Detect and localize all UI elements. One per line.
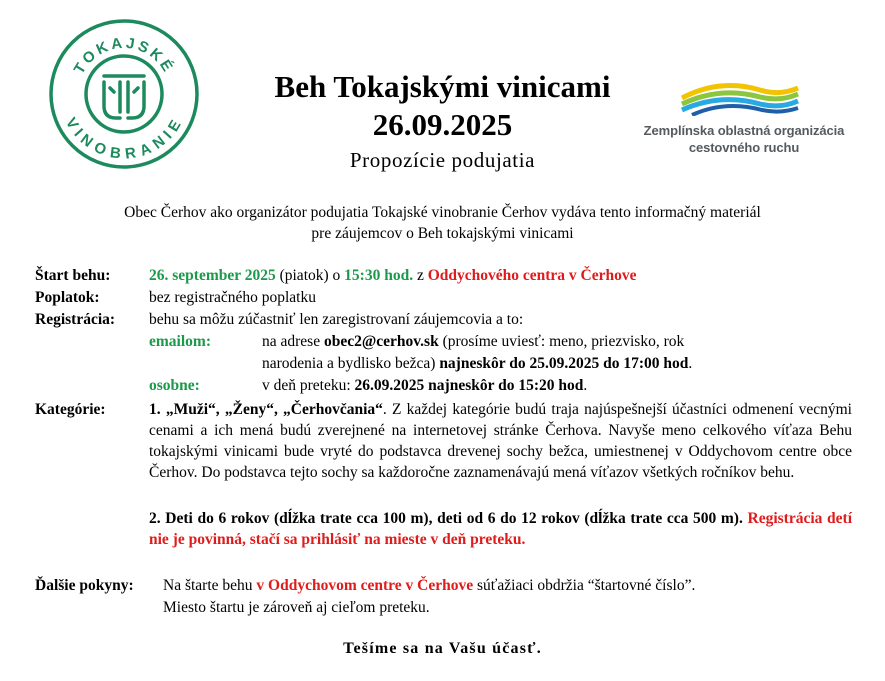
email-prefix: na adrese [262,333,324,350]
vinobranie-emblem-icon [48,18,200,170]
title-line2: 26.09.2025 [372,107,513,142]
start-place: Oddychového centra v Čerhove [427,267,637,284]
start-value [149,265,637,286]
personal-end: . [583,377,588,394]
intro-line2: pre záujemcov o Beh tokajskými vinicami [311,225,574,242]
categories-label: Kategórie: [35,401,106,418]
personal-deadline: 26.09.2025 najneskôr do 15:20 hod [354,377,584,394]
categories-p1 [149,399,852,483]
intro-line1: Obec Čerhov ako organizátor podujatia Tokajské vinobranie Čerhov vydáva tento informačný materiál [124,204,761,221]
registration-label: Registrácia: [35,311,116,328]
email-line2-pre: narodenia a bydlisko bežca) [262,355,440,372]
fee-value: bez registračného poplatku [149,289,316,306]
children-note: Registrácia detí nie je povinná, stačí sa prihlásiť na mieste v deň preteku. [149,510,853,548]
zoc-line1: Zemplínska oblastná organizácia [643,123,845,138]
page-subtitle: Propozície podujatia [349,148,536,172]
personal-label: osobne: [149,377,200,394]
start-time: 15:30 hod. [344,267,414,284]
categories-p1-text: . Z každej kategórie budú traja najúspešnejší účastníci odmenení vecnými cenami a ich mená budú zverejnené na internetovej stránke Čerhova. [149,401,852,439]
categories-p1-text2: Navyše meno celkového víťaza Behu tokajskými vinicami bude vryté do podstavca drevenej sochy bežca, umiestnenej v Oddychovom centre obce Čerhov. Do podstavca tejto sochy sa každoročne zaznamenávajú mená víťazov všetkých ročníkov behu. [149,422,852,481]
email-deadline: najneskôr do 25.09.2025 do 17:00 hod [439,355,689,372]
email-label: emailom: [149,333,211,350]
waves-icon [680,80,800,116]
further-line1 [163,575,695,596]
intro-paragraph [30,202,855,244]
email-line2 [262,353,692,374]
further-pre: Na štarte behu [163,577,257,594]
personal-prefix: v deň preteku: [262,377,355,394]
closing-text: Tešíme sa na Vašu účasť. [343,640,542,657]
further-line2: Miesto štartu je zároveň aj cieľom preteku. [163,599,430,616]
email-address: obec2@cerhov.sk [323,333,439,350]
start-from: z [413,267,428,284]
personal-line [262,375,587,396]
title-line1: Beh Tokajskými vinicami [274,69,611,104]
email-end: . [688,355,693,372]
children-categories: 2. Deti do 6 rokov (dĺžka trate cca 100 m), deti od 6 do 12 rokov (dĺžka trate cca 500 m). [149,510,743,527]
email-note: (prosíme uviesť: meno, priezvisko, rok [438,333,685,350]
categories-list: 1. „Muži“, „Ženy“, „Čerhovčania“ [149,401,383,418]
zoc-line2: cestovného ruchu [688,140,800,155]
further-label: Ďalšie pokyny: [35,577,134,594]
start-day: (piatok) o [275,267,345,284]
start-label: Štart behu: [35,267,111,284]
page-title [220,68,665,144]
start-date: 26. september 2025 [149,267,276,284]
email-line1 [262,331,684,352]
logo-bottom-text: VINOBRANIE [61,114,187,163]
registration-intro: behu sa môžu zúčastniť len zaregistrovaní záujemcovia a to: [149,311,524,328]
further-place: v Oddychovom centre v Čerhove [256,577,474,594]
svg-text:VINOBRANIE [62,115,186,163]
fee-label: Poplatok: [35,289,100,306]
logo-top-text: TOKAJSKÉ [70,34,178,78]
further-post: súťažiaci obdržia “štartovné číslo”. [473,577,696,594]
tokajske-vinobranie-logo [48,18,200,170]
categories-p2 [149,508,852,550]
